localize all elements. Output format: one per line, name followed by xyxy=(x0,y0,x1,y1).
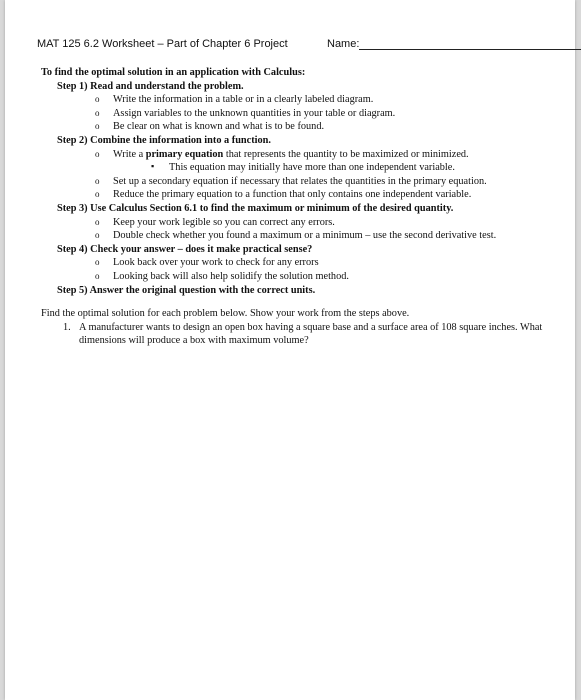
list-item: o Keep your work legible so you can correct any errors. xyxy=(95,216,335,228)
list-item: o Double check whether you found a maximum or a minimum – use the second derivative test. xyxy=(95,230,497,242)
hollow-bullet-icon: o xyxy=(95,230,100,241)
list-item: ▪ This equation may initially have more than one independent variable. xyxy=(151,161,455,174)
step-5-title: Step 5) Answer the original question with the correct units. xyxy=(57,284,316,296)
problem-text: A manufacturer wants to design an open box having a square base and a surface area of 108 square inches. What dimensions will produce a box with maximum volume? xyxy=(79,321,543,347)
hollow-bullet-icon: o xyxy=(95,189,100,200)
list-item: o Reduce the primary equation to a function that only contains one independent variable. xyxy=(95,189,472,201)
course-title: MAT 125 6.2 Worksheet – Part of Chapter 6 Project xyxy=(37,38,288,50)
name-blank-line xyxy=(359,49,581,50)
step-2-title: Step 2) Combine the information into a function. xyxy=(57,134,271,146)
list-item: o Assign variables to the unknown quantities in your table or diagram. xyxy=(95,107,396,119)
step-2-list xyxy=(41,148,561,202)
step-4-title: Step 4) Check your answer – does it make practical sense? xyxy=(57,243,313,255)
problem-1 xyxy=(63,321,561,348)
step-1-list xyxy=(41,93,561,134)
hollow-bullet-icon: o xyxy=(95,216,100,227)
intro-heading: To find the optimal solution in an application with Calculus: xyxy=(41,67,306,78)
worksheet-header xyxy=(37,38,567,54)
primary-equation-term: primary equation xyxy=(145,148,224,160)
problem-number: 1. xyxy=(63,321,71,333)
square-bullet-icon: ▪ xyxy=(151,161,155,172)
list-item: o Write the information in a table or in a clearly labeled diagram. xyxy=(95,94,374,106)
worksheet-content xyxy=(41,66,561,348)
hollow-bullet-icon: o xyxy=(95,121,100,132)
hollow-bullet-icon: o xyxy=(95,257,100,268)
problem-instructions: Find the optimal solution for each problem below. Show your work from the steps above. xyxy=(41,308,410,320)
hollow-bullet-icon: o xyxy=(95,94,100,105)
step-4-list xyxy=(41,256,561,283)
worksheet-page xyxy=(5,0,575,700)
hollow-bullet-icon: o xyxy=(95,175,100,186)
step-1-title: Step 1) Read and understand the problem. xyxy=(57,80,244,92)
list-item: o Write a primary equation that represents the quantity to be maximized or minimized. ▪ This equation may initially have more than one independent variable. xyxy=(95,148,561,175)
step-3-list xyxy=(41,216,561,243)
name-label: Name: xyxy=(327,38,360,50)
hollow-bullet-icon: o xyxy=(95,270,100,281)
hollow-bullet-icon: o xyxy=(95,107,100,118)
list-item: o Be clear on what is known and what is to be found. xyxy=(95,121,325,133)
list-item: o Set up a secondary equation if necessary that relates the quantities in the primary equation. xyxy=(95,175,487,187)
list-item: o Look back over your work to check for any errors xyxy=(95,257,319,269)
list-item: o Looking back will also help solidify the solution method. xyxy=(95,270,349,282)
hollow-bullet-icon: o xyxy=(95,148,100,159)
step-3-title: Step 3) Use Calculus Section 6.1 to find the maximum or minimum of the desired quantity. xyxy=(57,202,454,214)
step-2-sublist xyxy=(113,161,561,175)
